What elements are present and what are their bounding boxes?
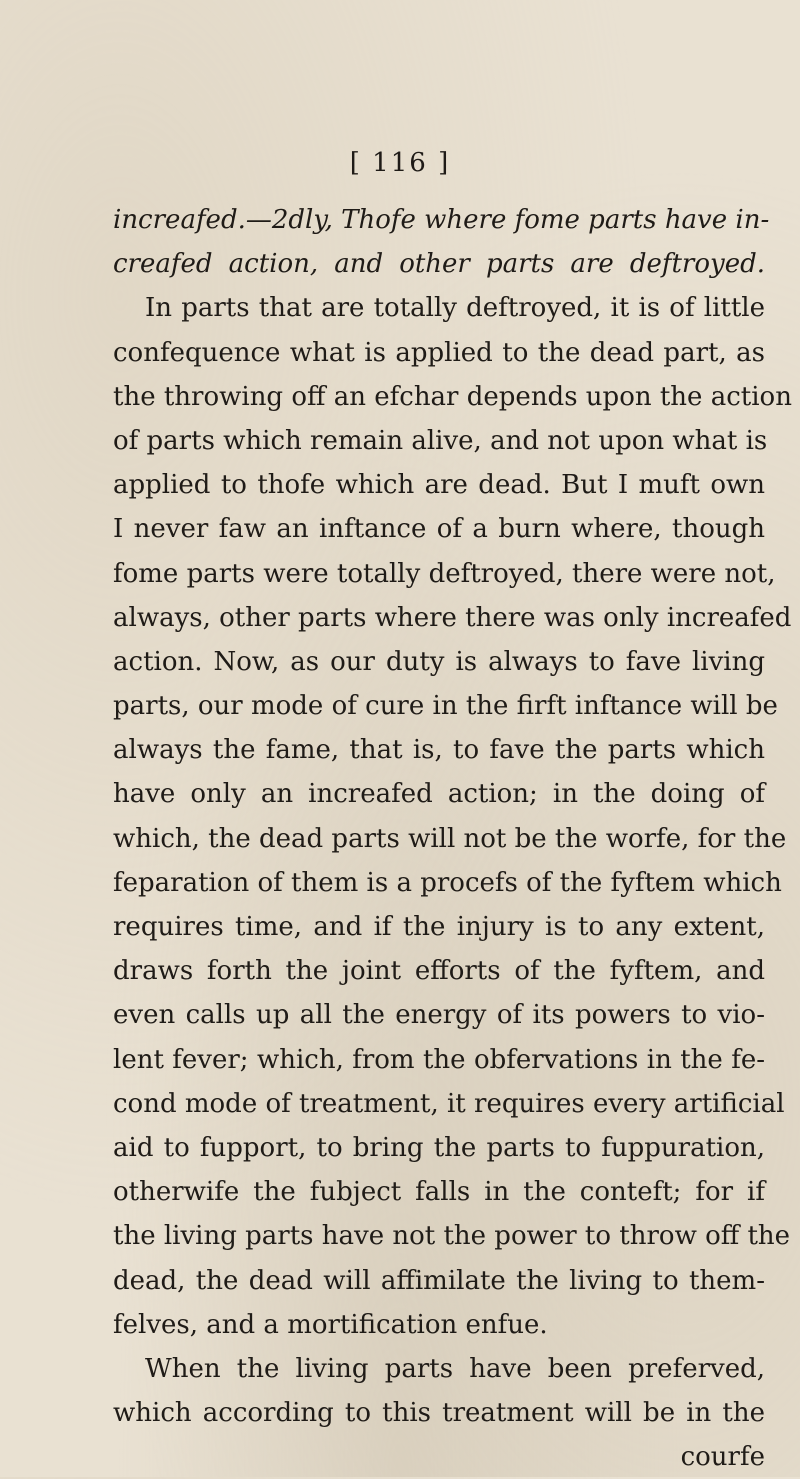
text-line: draws forth the joint efforts of the fyftem, and: [113, 956, 765, 987]
text-line: action. Now, as our duty is always to fave living: [113, 646, 765, 677]
text-line: otherwife the fubject falls in the conteft; for if: [113, 1177, 765, 1208]
text-line: feparation of them is a procefs of the fyftem which: [113, 867, 782, 898]
text-line: confequence what is applied to the dead part, as: [113, 337, 765, 368]
text-line: the living parts have not the power to throw off the: [113, 1221, 791, 1252]
text-line: always the fame, that is, to fave the parts which: [113, 735, 765, 766]
text-line: have only an increafed action; in the doing of: [113, 779, 765, 810]
text-line: creafed action, and other parts are deftroyed.: [113, 249, 765, 280]
text-line: which, the dead parts will not be the worfe, for the: [113, 823, 787, 854]
page-number: [ 116 ]: [349, 148, 451, 178]
text-line: dead, the dead will affimilate the living to them-: [113, 1265, 765, 1296]
text-line: requires time, and if the injury is to any extent,: [113, 912, 765, 942]
text-line: When the living parts have been preferved,: [145, 1353, 765, 1384]
text-line: of parts which remain alive, and not upon what is: [113, 425, 768, 456]
text-line: which according to this treatment will be in the: [113, 1398, 765, 1429]
text-line: the throwing off an efchar depends upon the action: [113, 381, 792, 412]
catchword: courfe: [680, 1442, 765, 1473]
text-line: In parts that are totally deftroyed, it is of little: [145, 293, 765, 324]
text-line: I never faw an inftance of a burn where, though: [113, 514, 765, 545]
text-line: felves, and a mortification enfue.: [113, 1309, 548, 1340]
text-line: applied to thofe which are dead. But I muft own: [113, 470, 765, 501]
text-line: parts, our mode of cure in the firft inftance will be: [113, 691, 778, 722]
text-line: even calls up all the energy of its powers to vio-: [113, 1000, 765, 1031]
text-line: aid to fupport, to bring the parts to fuppuration,: [113, 1132, 765, 1163]
text-line: lent fever; which, from the obfervations in the fe-: [113, 1044, 765, 1075]
text-line: cond mode of treatment, it requires every artificial: [113, 1088, 785, 1119]
text-line: always, other parts where there was only increafed: [113, 602, 792, 633]
text-line: fome parts were totally deftroyed, there were not,: [113, 558, 776, 589]
body-text: [113, 198, 792, 1479]
text-line: increafed.—2dly, Thofe where fome parts have in-: [113, 205, 770, 235]
